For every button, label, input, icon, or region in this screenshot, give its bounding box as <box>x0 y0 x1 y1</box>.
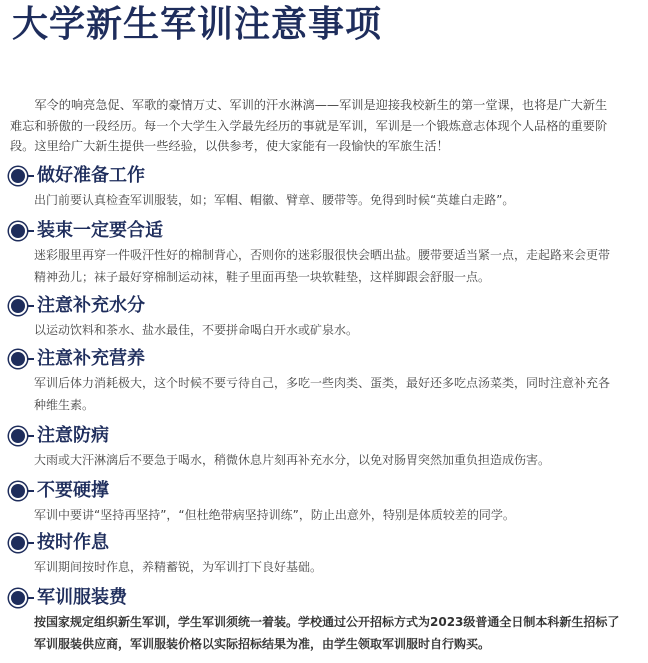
bullet-dash <box>28 358 34 360</box>
section-nutrition <box>0 346 648 416</box>
section-heading <box>0 163 648 189</box>
section-attire <box>0 218 648 288</box>
section-heading <box>0 585 648 611</box>
section-title: 注意防病 <box>37 425 109 446</box>
circle-bullet-icon <box>11 591 25 605</box>
section-heading <box>0 218 648 244</box>
section-hydration <box>0 293 648 341</box>
section-schedule <box>0 530 648 578</box>
circle-bullet-icon <box>11 429 25 443</box>
circle-bullet-icon <box>11 169 25 183</box>
bullet-dash <box>28 490 34 492</box>
section-preparation <box>0 163 648 211</box>
section-title: 做好准备工作 <box>37 165 145 186</box>
intro-paragraph: 军令的响亮急促、军歌的豪情万丈、军训的汗水淋漓——军训是迎接我校新生的第一堂课，也将是广大新生难忘和骄傲的一段经历。每一个大学生入学最先经历的事就是军训，军训是一个锻炼意志体现个人品格的重要阶段。这里给广大新生提供一些经验，以供参考，使大家能有一段愉快的军旅生活！ <box>10 98 608 153</box>
circle-bullet-icon <box>11 484 25 498</box>
section-heading <box>0 346 648 372</box>
section-heading <box>0 478 648 504</box>
bullet-dash <box>28 597 34 599</box>
section-title: 不要硬撑 <box>37 480 109 501</box>
section-heading <box>0 423 648 449</box>
section-uniform-fee <box>0 585 648 655</box>
section-body: 迷彩服里再穿一件吸汗性好的棉制背心，否则你的迷彩服很快会晒出盐。腰带要适当紧一点，走起路来会更带精神劲儿；袜子最好穿棉制运动袜，鞋子里面再垫一块软鞋垫，这样脚跟会舒服一点。 <box>34 248 611 284</box>
section-title: 注意补充营养 <box>37 348 145 369</box>
circle-bullet-icon <box>11 299 25 313</box>
section-disease-prevention <box>0 423 648 471</box>
bullet-dash <box>28 305 34 307</box>
section-dont-overexert <box>0 478 648 526</box>
section-heading <box>0 293 648 319</box>
section-body: 以运动饮料和茶水、盐水最佳，不要拼命喝白开水或矿泉水。 <box>34 323 359 337</box>
section-title: 注意补充水分 <box>37 295 145 316</box>
bullet-dash <box>28 175 34 177</box>
circle-bullet-icon <box>11 352 25 366</box>
section-body: 军训期间按时作息，养精蓄锐，为军训打下良好基础。 <box>34 560 323 574</box>
section-title: 按时作息 <box>37 532 109 553</box>
section-body: 出门前要认真检查军训服装，如；军帽、帽徽、臂章、腰带等。免得到时候“英雄白走路”。 <box>34 193 515 207</box>
section-title: 军训服装费 <box>37 587 127 608</box>
section-body: 军训后体力消耗极大，这个时候不要亏待自己，多吃一些肉类、蛋类，最好还多吃点汤菜类，同时注意补充各种维生素。 <box>34 376 611 412</box>
circle-bullet-icon <box>11 224 25 238</box>
circle-bullet-icon <box>11 536 25 550</box>
bullet-dash <box>28 230 34 232</box>
section-heading <box>0 530 648 556</box>
bullet-dash <box>28 435 34 437</box>
bullet-dash <box>28 542 34 544</box>
section-body: 按国家规定组织新生军训，学生军训须统一着装。学校通过公开招标方式为2023级普通全日制本科新生招标了军训服装供应商，军训服装价格以实际招标结果为准，由学生领取军训服时自行购买。 <box>34 615 620 651</box>
section-body: 军训中要讲“坚持再坚持”，“但杜绝带病坚持训练”，防止出意外，特别是体质较差的同学。 <box>34 508 515 522</box>
section-title: 装束一定要合适 <box>37 220 163 241</box>
page-title: 大学新生军训注意事项 <box>12 3 383 45</box>
section-body: 大雨或大汗淋漓后不要急于喝水，稍微休息片刻再补充水分，以免对肠胃突然加重负担造成伤害。 <box>34 453 551 467</box>
